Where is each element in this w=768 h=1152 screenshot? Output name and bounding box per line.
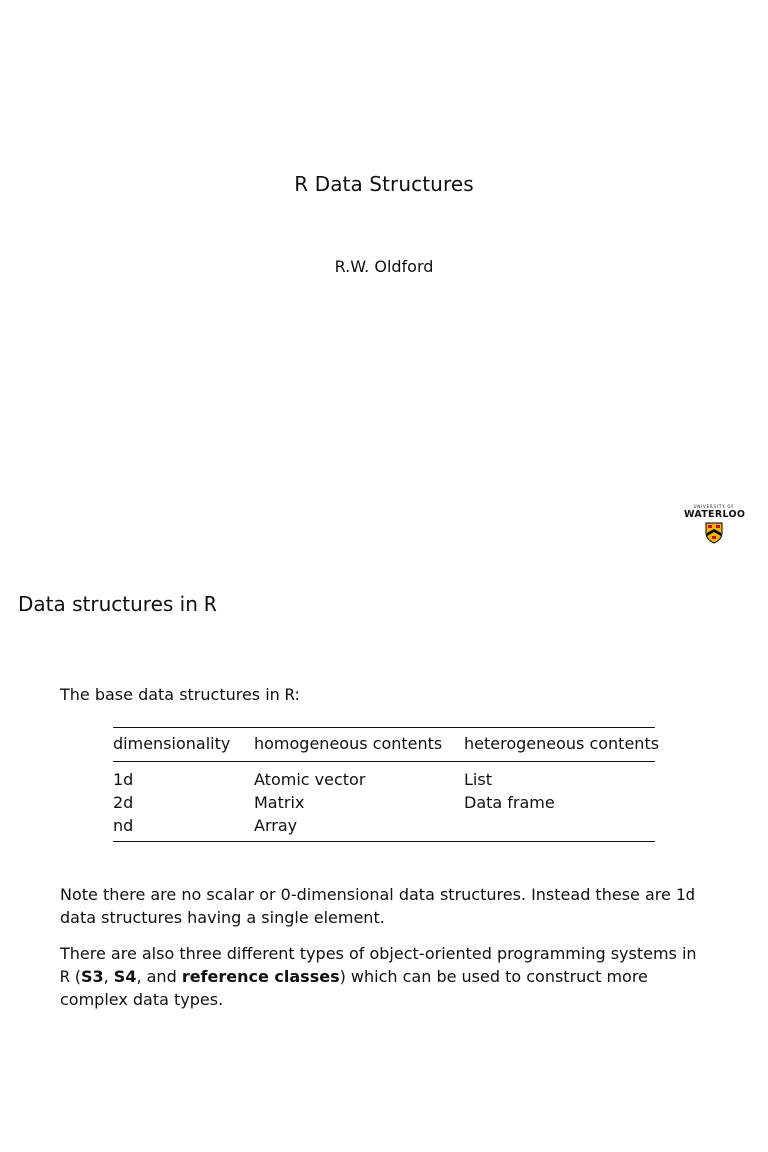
table-row	[113, 813, 655, 836]
intro-code: R	[284, 685, 295, 704]
logo-university-text: UNIVERSITY OF	[693, 504, 735, 509]
header-heterogeneous: heterogeneous contents	[464, 734, 660, 753]
oop-text-d: , and	[136, 967, 182, 986]
cell-heterogeneous: List	[464, 770, 492, 789]
oop-s4: S4	[113, 967, 137, 986]
oop-text-e: ) which can be used to construct more complex data types.	[60, 967, 648, 1009]
table-mid-rule	[113, 761, 655, 762]
oop-s3: S3	[80, 967, 104, 986]
note-code: 1d	[675, 885, 696, 904]
table-row	[113, 790, 655, 813]
cell-dimensionality: 2d	[113, 793, 134, 812]
cell-dimensionality: nd	[113, 816, 134, 835]
oop-text-c: ,	[103, 967, 114, 986]
note-text-b: data structures having a single element.	[60, 908, 385, 927]
oop-paragraph	[60, 942, 710, 1011]
logo-waterloo-text: WATERLOO	[684, 509, 746, 520]
oop-code: R	[60, 967, 70, 986]
table-row	[113, 767, 655, 790]
note-text-a: Note there are no scalar or 0-dimensional data structures. Instead these are	[60, 885, 676, 904]
intro-suffix: :	[294, 685, 300, 704]
content-slide	[0, 576, 768, 1152]
presentation-title: R Data Structures	[294, 172, 474, 196]
intro-text	[60, 685, 300, 704]
note-paragraph	[60, 883, 710, 929]
oop-reference-classes: reference classes	[181, 967, 340, 986]
cell-homogeneous: Atomic vector	[254, 770, 366, 789]
intro-text-main: The base data structures in	[60, 685, 285, 704]
university-logo	[684, 504, 744, 548]
oop-text-a: There are also three different types of object-oriented programming systems in	[60, 944, 697, 963]
waterloo-crest-icon	[705, 522, 723, 544]
data-structures-table	[113, 727, 660, 842]
frame-title	[18, 592, 216, 616]
frame-title-code: R	[204, 592, 217, 616]
header-dimensionality: dimensionality	[113, 734, 231, 753]
author-name: R.W. Oldford	[334, 257, 434, 276]
cell-heterogeneous: Data frame	[464, 793, 555, 812]
table-header-row	[113, 728, 660, 761]
cell-dimensionality: 1d	[113, 770, 134, 789]
oop-text-b: (	[69, 967, 81, 986]
header-homogeneous: homogeneous contents	[254, 734, 443, 753]
frame-title-text: Data structures in	[18, 592, 205, 616]
cell-homogeneous: Array	[254, 816, 298, 835]
table-bottom-rule	[113, 841, 655, 842]
cell-homogeneous: Matrix	[254, 793, 305, 812]
